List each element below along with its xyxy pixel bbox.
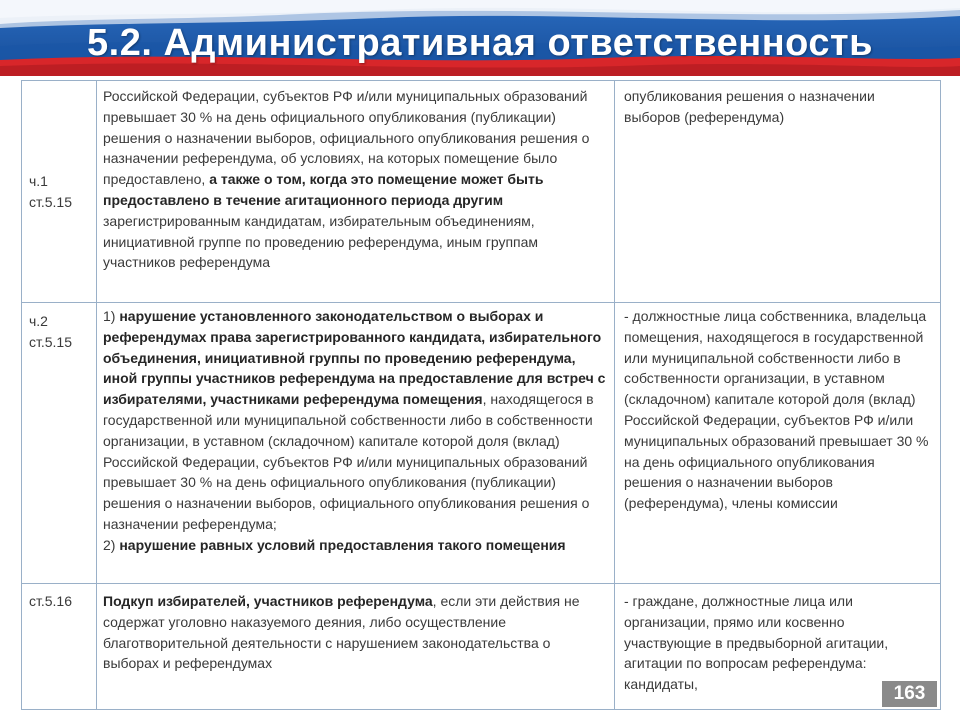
violation-text-bold: нарушение равных условий предоставления такого помещения [119,536,566,553]
article-cell [22,81,97,303]
violation-cell [97,81,615,303]
violation-item [103,535,608,556]
violation-text: Российской Федерации, субъектов РФ и/или муниципальных образований превышает 30 % на день официального опубликования (публикации) решения о назначении выборов, официального опубликования решения о назначении референдума, об условиях, на которых помещение было предоставлено, [103,88,590,188]
article-part: ч.1 [29,172,48,189]
violation-text-bold: нарушение установленного законодательством о выборах и референдумах права зарегистрированного кандидата, избирательного объединения, инициативной группы по проведению референдума, иной группы участников референдума на предоставление для встреч с избирателями, участниками референдума помещения [103,308,606,408]
title-banner [0,0,960,76]
article-number: ст.5.16 [29,593,72,609]
violation-text: , находящегося в государственной или муниципальной собственности либо в собственности организации, в уставном (складочном) капитале которой доля (вклад) Российской Федерации, субъектов РФ и/или муниципальных образований превышает 30 % на день официального опубликования (публикации) решения о назначении выборов, официального опубликования решения о назначении референдума; [103,391,594,532]
violation-text: 1) [103,308,120,324]
subjects-cell [615,303,941,584]
violation-text: , если эти действия не содержат уголовно наказуемого деяния, либо осуществление благотворительной деятельности с нарушением законодательства о выборах и референдумах [103,593,580,672]
responsibility-table [21,80,941,710]
subjects-text: опубликования решения о назначении выборов (референдума) [624,88,875,125]
article-cell [22,584,97,710]
violation-item-prefix: 2) [103,536,120,553]
table-row [22,303,941,584]
article-number: ст.5.15 [29,333,72,350]
violation-text: зарегистрированным кандидатам, избирательным объединениям, инициативной группе по проведению референдума, иным группам участников референдума [103,212,539,271]
subjects-cell [615,81,941,303]
violation-cell [97,584,615,710]
subjects-text: - граждане, должностные лица или организации, прямо или косвенно участвующие в предвыборной агитации, агитации по вопросам референдума: кандидаты, [624,593,889,693]
article-number: ст.5.15 [29,193,72,210]
article-cell [22,303,97,584]
page-number-badge: 163 [882,681,937,707]
article-part: ч.2 [29,313,48,329]
page-title: 5.2. Административная ответственность [87,22,873,64]
violation-text-bold: Подкуп избирателей, участников референдума [103,593,433,609]
violation-cell [97,303,615,584]
violation-text-bold: а также о том, когда это помещение может быть предоставлено в течение агитационного периода другим [103,171,544,208]
subjects-text: - должностные лица собственника, владельца помещения, находящегося в государственной или муниципальной собственности либо в собственности организации, в уставном (складочном) капитале которой доля (вклад) Российской Федерации, субъектов РФ и/или муниципальных образований превышает 30 % на день официального опубликования решения о назначении выборов (референдума), члены комиссии [624,308,929,512]
table-row [22,81,941,303]
table-row [22,584,941,710]
